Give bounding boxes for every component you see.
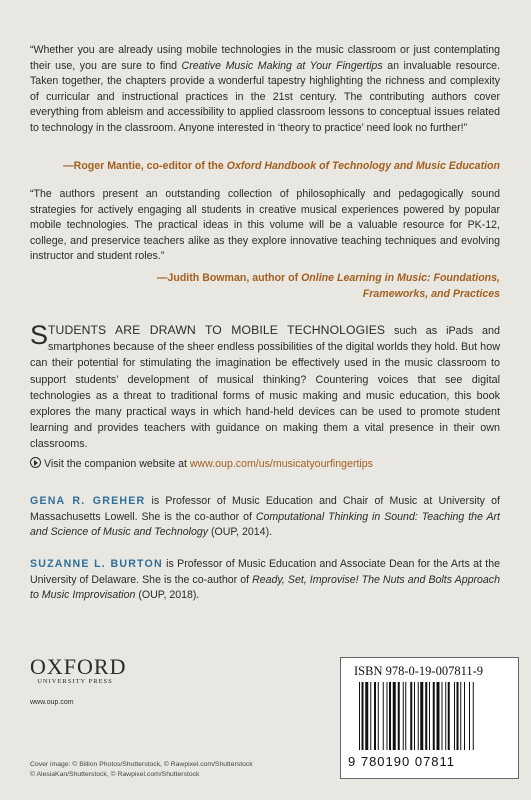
quote-text: “Whether you are already using mobile technologies in the music classroom or just contemplating their use, you are sure to find <box>30 44 500 72</box>
author-book-title: Computational Thinking in Sound: Teaching the Art and Science of Music and Technology <box>30 510 500 539</box>
author-bio-burton: SUZANNE L. BURTON is Professor of Music Education and Associate Dean for the Arts at the University of Delaware. She is the co-author of Ready, Set, Improvise! The Nuts and Bolts Approach to Music Improvisation (OUP, 2018). <box>30 558 500 602</box>
description-body: such as iPads and smartphones because of the sheer endless possibilities of the digital worlds they hold. But how can their potential for stimulating the imagination be effectively used in the music classroom to support students’ development of musical thinking? Countering voices that see digital technologies as a threat to traditional forms of music making and music education, this book explores the many practical ways in which hand-held devices can be used to promote student learning and provides teachers with guidance on making them a vital presence in their own classrooms. <box>30 325 501 451</box>
oxford-logo: OXFORD UNIVERSITY PRESS <box>30 654 127 685</box>
publisher-website: www.oup.com <box>30 699 74 706</box>
book-description <box>30 322 500 453</box>
cover-image-credits: Cover image: © Billion Photos/Shutterstock, © Rawpixel.com/Shutterstock © AlesiaKan/Shutterstock, © Rawpixel.com/Shutterstock <box>30 761 253 778</box>
description-lead: TUDENTS ARE DRAWN TO MOBILE TECHNOLOGIES <box>48 323 386 337</box>
drop-cap: S <box>30 320 49 350</box>
barcode-digits: 9 780190 07811 <box>348 754 456 769</box>
quote-text: an invaluable resource. Taken together, the chapters provide a wonderful tapestry highlighting the richness and complexity of curricular and instructional practices in the 21st century. The contributing authors cover everything from ableism and accessibility to applied classroom lessons to conceptual issues related to technology in the classroom. Anyone interested in ‘theory to practice’ need look no further!” <box>30 59 500 134</box>
author-name: SUZANNE L. BURTON <box>30 558 163 570</box>
barcode-icon <box>359 682 507 750</box>
companion-website-link[interactable]: www.oup.com/us/musicatyourfingertips <box>189 458 373 470</box>
companion-website: Visit the companion website at www.oup.com/us/musicatyourfingertips <box>30 457 500 473</box>
praise-quote-1 <box>30 43 500 137</box>
author-name: GENA R. GREHER <box>30 495 146 507</box>
author-book-title: Ready, Set, Improvise! The Nuts and Bolts Approach to Music Improvisation <box>30 573 500 602</box>
quote-book-title: Creative Music Making at Your Fingertips <box>181 59 383 72</box>
quote-1-attribution: —Roger Mantie, co-editor of the Oxford Handbook of Technology and Music Education <box>63 160 500 172</box>
author-bio-greher: GENA R. GREHER is Professor of Music Education and Chair of Music at University of Massachusetts Lowell. She is the co-author of Computational Thinking in Sound: Teaching the Art and Science of Music and Technology (OUP, 2014). <box>30 495 500 539</box>
praise-quote-2 <box>30 187 500 265</box>
isbn-text: ISBN 978-0-19-007811-9 <box>354 664 484 678</box>
play-icon <box>30 457 41 468</box>
quote-2-attribution: —Judith Bowman, author of Online Learning in Music: Foundations, Frameworks, and Practices <box>156 272 500 300</box>
quote-text: “The authors present an outstanding collection of philosophically and pedagogically sound strategies for actively engaging all students in creative musical experiences powered by popular mobile technologies. The practical ideas in this volume will be a valuable resource for PK-12, college, and preservice teachers alike as they explore innovative teaching techniques and evolving instructor and student roles.” <box>30 188 500 263</box>
